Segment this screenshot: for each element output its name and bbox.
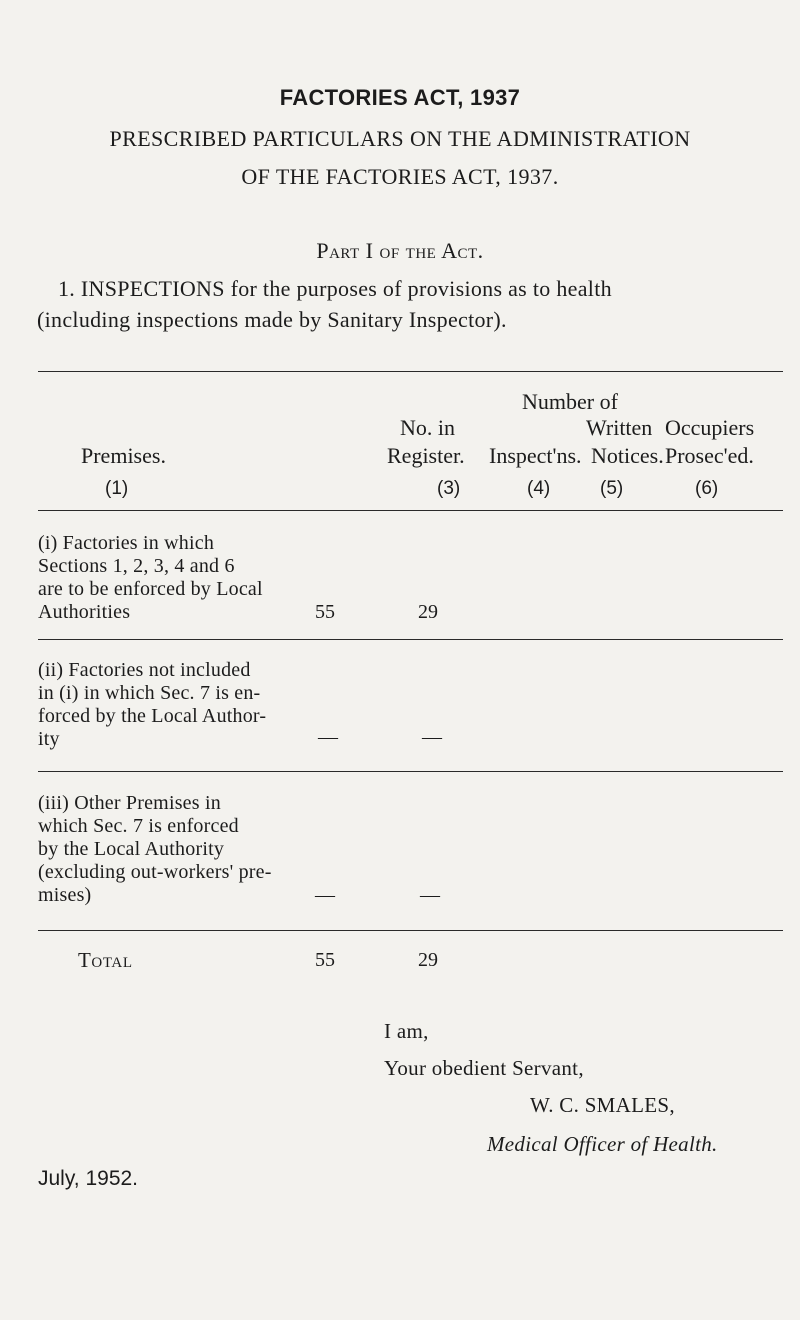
- header-col-premises: Premises.: [81, 443, 166, 468]
- total-register: 55: [315, 949, 335, 971]
- header-col-number-3: (3): [437, 478, 461, 499]
- intro-line-1: 1. INSPECTIONS for the purposes of provisions as to health: [58, 276, 612, 301]
- row-1-line-1: (i) Factories in which: [38, 532, 215, 554]
- row-3-register: —: [315, 884, 335, 906]
- row-3-line-4: (excluding out-workers' pre-: [38, 861, 272, 883]
- row-2-line-3: forced by the Local Author-: [38, 705, 267, 727]
- row-2-line-2: in (i) in which Sec. 7 is en-: [38, 682, 261, 704]
- header-col-number-4: (4): [527, 478, 551, 499]
- row-2-line-4: ity: [38, 728, 60, 750]
- document-title-line-1: PRESCRIBED PARTICULARS ON THE ADMINISTRATION: [109, 126, 691, 151]
- total-label: Total: [78, 948, 133, 972]
- header-col-inspections: Inspect'ns.: [489, 443, 582, 468]
- header-col-register-line1: No. in: [400, 415, 455, 440]
- document-title-line-2: OF THE FACTORIES ACT, 1937.: [241, 164, 559, 189]
- closing-i-am: I am,: [384, 1019, 429, 1043]
- row-3-inspections: —: [420, 884, 440, 906]
- document-heading: FACTORIES ACT, 1937: [279, 85, 521, 110]
- row-3-line-2: which Sec. 7 is enforced: [38, 815, 239, 837]
- header-col-register: Register.: [387, 443, 465, 468]
- row-3-line-5: mises): [38, 884, 92, 906]
- row-2-line-1: (ii) Factories not included: [38, 659, 251, 681]
- part-heading: Part I of the Act.: [316, 238, 484, 263]
- signatory-name: W. C. SMALES,: [530, 1093, 675, 1117]
- row-1-line-2: Sections 1, 2, 3, 4 and 6: [38, 555, 235, 577]
- closing-servant: Your obedient Servant,: [384, 1056, 584, 1080]
- intro-line-2: (including inspections made by Sanitary Inspector).: [37, 307, 507, 332]
- row-3-line-1: (iii) Other Premises in: [38, 792, 221, 814]
- header-col-notices: Notices.: [591, 443, 664, 468]
- row-1-register: 55: [315, 601, 335, 623]
- table-header-rule: [38, 510, 783, 511]
- header-col-prosecuted: Prosec'ed.: [665, 443, 754, 468]
- row-divider: [38, 771, 783, 772]
- row-3-line-3: by the Local Authority: [38, 838, 225, 860]
- row-1-line-4: Authorities: [38, 601, 131, 623]
- header-col-prosecuted-line1: Occupiers: [665, 415, 755, 440]
- table-top-rule: [38, 371, 783, 372]
- header-col-number-6: (6): [695, 478, 719, 499]
- header-col-notices-line1: Written: [586, 415, 653, 440]
- row-1-line-3: are to be enforced by Local: [38, 578, 263, 600]
- row-divider: [38, 930, 783, 931]
- header-number-of: Number of: [522, 389, 618, 414]
- row-2-inspections: —: [422, 726, 442, 748]
- total-inspections: 29: [418, 949, 438, 971]
- signatory-title: Medical Officer of Health.: [487, 1132, 718, 1156]
- header-col-number-1: (1): [105, 478, 129, 499]
- row-divider: [38, 639, 783, 640]
- header-col-number-5: (5): [600, 478, 624, 499]
- document-date: July, 1952.: [38, 1167, 139, 1190]
- row-2-register: —: [318, 726, 338, 748]
- row-1-inspections: 29: [418, 601, 438, 623]
